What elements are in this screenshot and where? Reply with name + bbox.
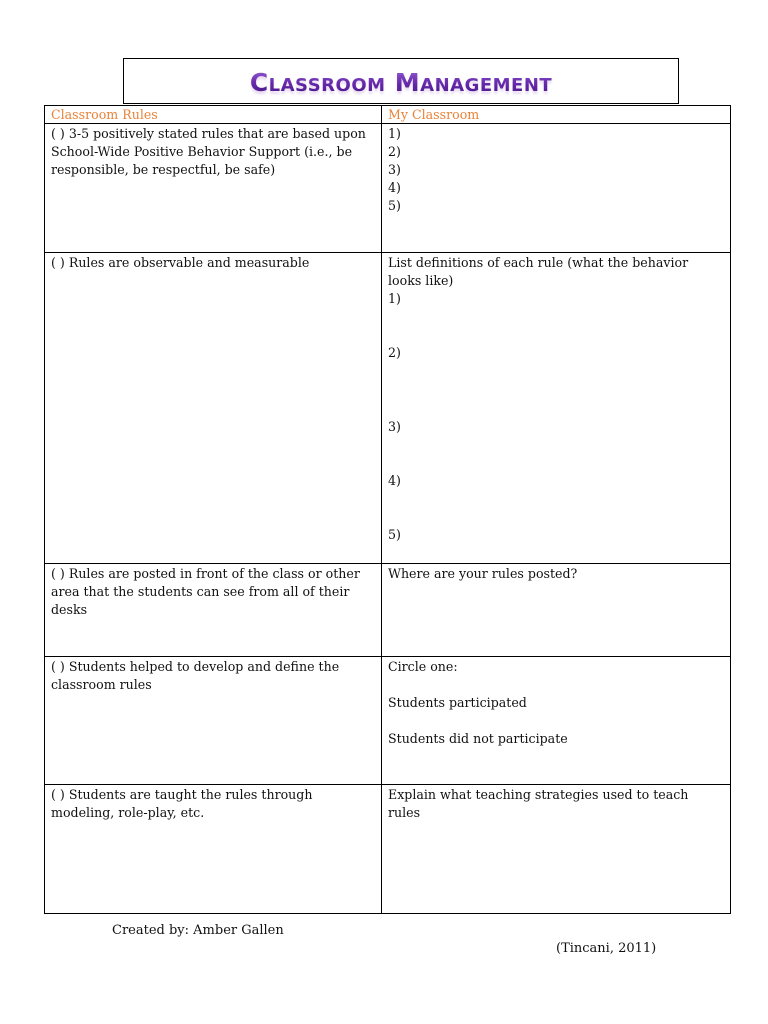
page-title: Classroom Management xyxy=(249,67,553,97)
response-cell xyxy=(382,657,731,785)
table-header-row xyxy=(45,106,731,124)
response-line: 2) xyxy=(388,345,401,360)
rule-cell: ( ) Rules are observable and measurable xyxy=(45,253,382,564)
title-box xyxy=(123,58,679,104)
citation-text: (Tincani, 2011) xyxy=(556,941,657,956)
table-row xyxy=(45,253,731,564)
table-row xyxy=(45,657,731,785)
table-row xyxy=(45,785,731,914)
header-my-classroom: My Classroom xyxy=(382,106,731,124)
header-classroom-rules: Classroom Rules xyxy=(45,106,382,124)
response-line: 4) xyxy=(388,180,401,195)
response-cell: Where are your rules posted? xyxy=(382,564,731,657)
response-line: 3) xyxy=(388,419,401,434)
response-line: 5) xyxy=(388,198,401,213)
classroom-rules-table xyxy=(44,105,731,914)
rule-cell: ( ) Students helped to develop and define the classroom rules xyxy=(45,657,382,785)
response-intro: Circle one: xyxy=(388,659,458,674)
created-by-text: Created by: Amber Gallen xyxy=(112,923,284,938)
rule-cell: ( ) Rules are posted in front of the class or other area that the students can see from all of their desks xyxy=(45,564,382,657)
rule-cell: ( ) 3-5 positively stated rules that are based upon School-Wide Positive Behavior Support (i.e., be responsible, be respectful, be safe) xyxy=(45,124,382,253)
response-line: 1) xyxy=(388,291,401,306)
response-line: 1) xyxy=(388,126,401,141)
response-cell xyxy=(382,124,731,253)
response-cell xyxy=(382,253,731,564)
response-line: 5) xyxy=(388,527,401,542)
response-intro: List definitions of each rule (what the behavior looks like) xyxy=(388,255,689,288)
response-line: 3) xyxy=(388,162,401,177)
response-line: 2) xyxy=(388,144,401,159)
response-option: Students did not participate xyxy=(388,731,568,746)
response-line: 4) xyxy=(388,473,401,488)
table-row xyxy=(45,564,731,657)
rule-cell: ( ) Students are taught the rules through modeling, role-play, etc. xyxy=(45,785,382,914)
table-row xyxy=(45,124,731,253)
response-cell: Explain what teaching strategies used to teach rules xyxy=(382,785,731,914)
response-option: Students participated xyxy=(388,695,527,710)
